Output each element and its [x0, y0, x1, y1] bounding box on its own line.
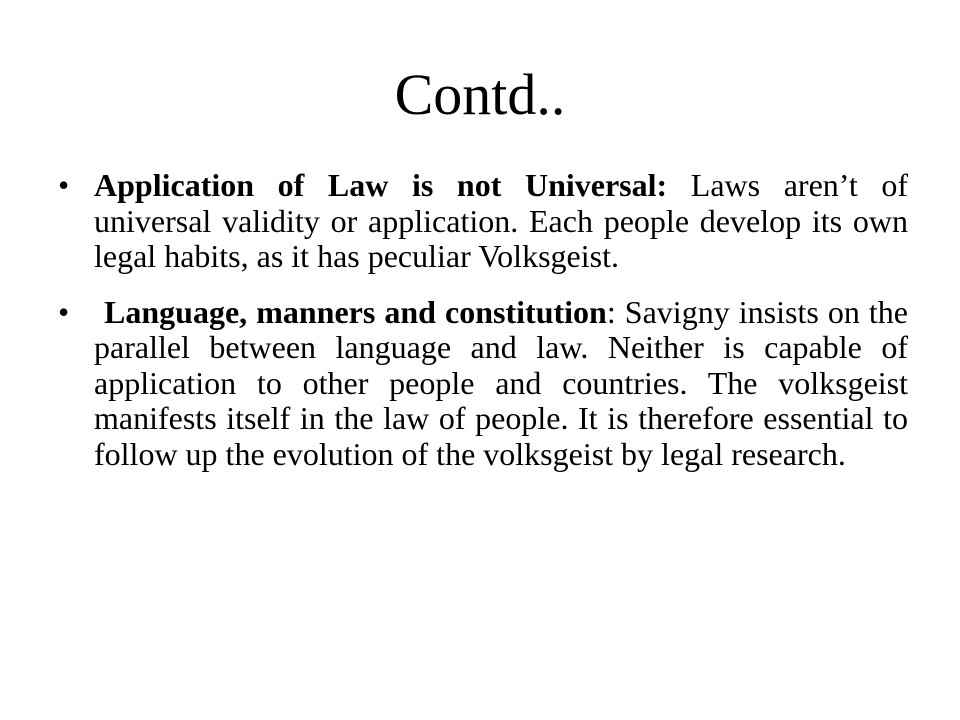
bullet-heading: Application of Law is not Universal:	[94, 167, 668, 203]
bullet-text: : Savigny insists on the parallel between language and law. Neither is capable of application to other people and countries. The volksgeist manifests itself in the law of people. It is therefore essential to follow up the evolution of the volksgeist by legal research.	[94, 293, 909, 472]
bullet-heading: Language, manners and constitution	[104, 293, 607, 330]
slide-title: Contd..	[394, 62, 566, 127]
bullet-item	[58, 168, 908, 275]
bullet-marker: •	[58, 293, 70, 330]
bullet-item	[58, 295, 908, 473]
bullet-text: Laws aren’t of universal validity or application. Each people develop its own legal habits, as it has peculiar Volksgeist.	[94, 167, 909, 274]
bullet-marker: •	[58, 167, 70, 203]
bullet-list	[58, 168, 908, 492]
